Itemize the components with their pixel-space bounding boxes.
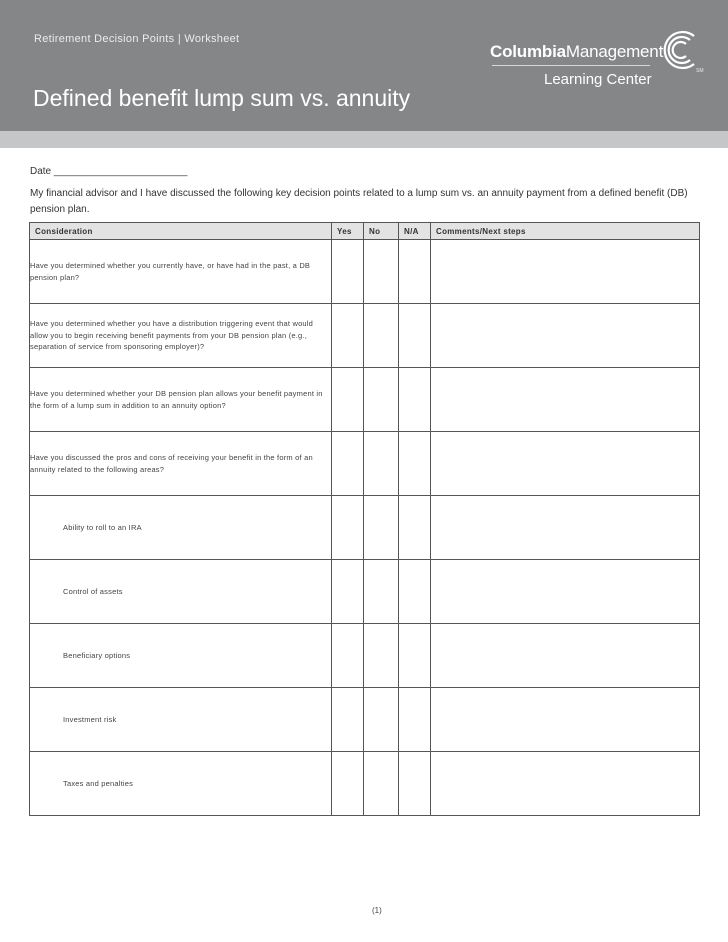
na-cell[interactable]	[399, 432, 431, 496]
na-cell[interactable]	[399, 560, 431, 624]
question-cell: Beneficiary options	[30, 624, 332, 688]
na-cell[interactable]	[399, 304, 431, 368]
na-cell[interactable]	[399, 240, 431, 304]
comments-cell[interactable]	[431, 752, 700, 816]
comments-cell[interactable]	[431, 432, 700, 496]
yes-cell[interactable]	[332, 304, 364, 368]
no-cell[interactable]	[364, 304, 399, 368]
column-header-yes: Yes	[332, 223, 364, 240]
question-cell: Have you discussed the pros and cons of receiving your benefit in the form of an annuity related to the following areas?	[30, 432, 332, 496]
yes-cell[interactable]	[332, 752, 364, 816]
na-cell[interactable]	[399, 624, 431, 688]
question-cell: Investment risk	[30, 688, 332, 752]
logo-brand	[490, 42, 663, 62]
na-cell[interactable]	[399, 752, 431, 816]
page-number: (1)	[372, 906, 382, 915]
column-header-na: N/A	[399, 223, 431, 240]
question-cell: Ability to roll to an IRA	[30, 496, 332, 560]
logo-brand-bold: Columbia	[490, 42, 566, 61]
comments-cell[interactable]	[431, 496, 700, 560]
no-cell[interactable]	[364, 560, 399, 624]
logo-subtitle: Learning Center	[544, 71, 652, 88]
question-cell: Have you determined whether you have a distribution triggering event that would allow you to begin receiving benefit payments from your DB pension plan (e.g., separation of service from sponsoring employer)?	[30, 304, 332, 368]
na-cell[interactable]	[399, 688, 431, 752]
table-row	[30, 752, 700, 816]
comments-cell[interactable]	[431, 688, 700, 752]
column-header-no: No	[364, 223, 399, 240]
intro-text: My financial advisor and I have discussed the following key decision points related to a lump sum vs. an annuity payment from a defined benefit (DB) pension plan.	[30, 188, 688, 215]
no-cell[interactable]	[364, 368, 399, 432]
table-row	[30, 560, 700, 624]
column-header-consideration: Consideration	[30, 223, 332, 240]
table-row	[30, 368, 700, 432]
no-cell[interactable]	[364, 752, 399, 816]
yes-cell[interactable]	[332, 240, 364, 304]
question-cell: Have you determined whether you currently have, or have had in the past, a DB pension plan?	[30, 240, 332, 304]
column-header-comments: Comments/Next steps	[431, 223, 700, 240]
comments-cell[interactable]	[431, 560, 700, 624]
date-field[interactable]: Date ________________________	[30, 166, 188, 177]
decision-table	[29, 222, 700, 816]
yes-cell[interactable]	[332, 688, 364, 752]
table-header-row	[30, 223, 700, 240]
comments-cell[interactable]	[431, 624, 700, 688]
no-cell[interactable]	[364, 240, 399, 304]
yes-cell[interactable]	[332, 624, 364, 688]
logo-brand-regular: Management	[565, 42, 664, 61]
no-cell[interactable]	[364, 496, 399, 560]
logo-service-mark: SM	[696, 68, 704, 74]
question-cell: Control of assets	[30, 560, 332, 624]
comments-cell[interactable]	[431, 240, 700, 304]
header-band	[0, 131, 728, 148]
comments-cell[interactable]	[431, 368, 700, 432]
yes-cell[interactable]	[332, 496, 364, 560]
logo-divider	[492, 65, 650, 66]
page-title: Defined benefit lump sum vs. annuity	[33, 85, 411, 111]
yes-cell[interactable]	[332, 560, 364, 624]
table-row	[30, 624, 700, 688]
na-cell[interactable]	[399, 496, 431, 560]
table-row	[30, 240, 700, 304]
yes-cell[interactable]	[332, 368, 364, 432]
no-cell[interactable]	[364, 432, 399, 496]
comments-cell[interactable]	[431, 304, 700, 368]
columbia-logo-icon	[658, 28, 702, 72]
na-cell[interactable]	[399, 368, 431, 432]
table-row	[30, 304, 700, 368]
table-row	[30, 432, 700, 496]
no-cell[interactable]	[364, 624, 399, 688]
table-row	[30, 688, 700, 752]
yes-cell[interactable]	[332, 432, 364, 496]
table-row	[30, 496, 700, 560]
header-kicker: Retirement Decision Points | Worksheet	[34, 33, 240, 45]
question-cell: Taxes and penalties	[30, 752, 332, 816]
question-cell: Have you determined whether your DB pension plan allows your benefit payment in the form of a lump sum in addition to an annuity option?	[30, 368, 332, 432]
no-cell[interactable]	[364, 688, 399, 752]
